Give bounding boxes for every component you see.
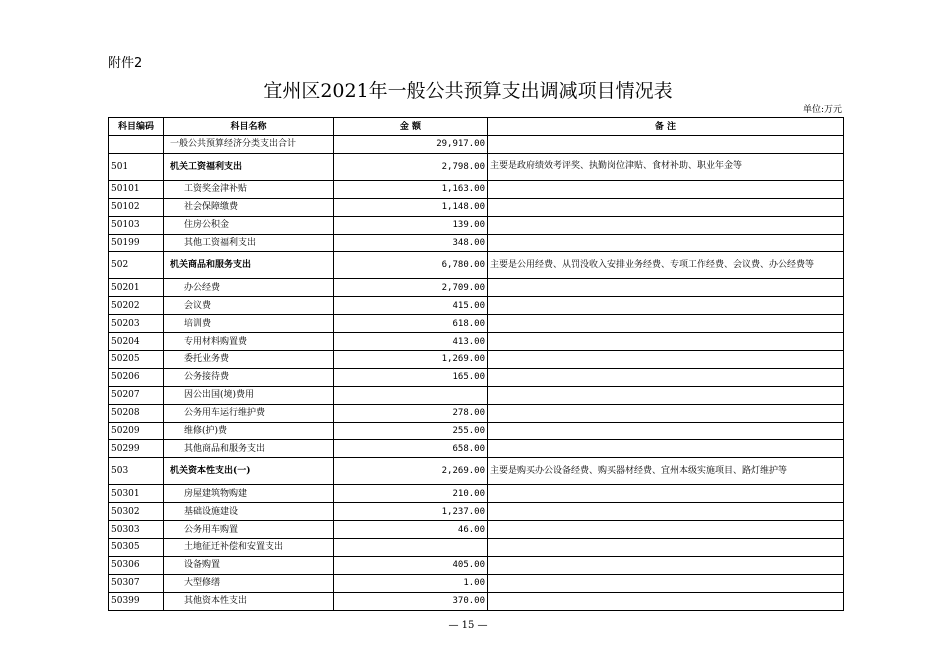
cell-name: 社会保障缴费 xyxy=(164,198,334,216)
table-row xyxy=(109,153,844,180)
cell-amount: 29,917.00 xyxy=(334,136,488,154)
table-header-row xyxy=(109,118,844,136)
cell-name: 会议费 xyxy=(164,297,334,315)
cell-code: 50305 xyxy=(109,539,164,557)
cell-amount: 658.00 xyxy=(334,440,488,458)
cell-name: 培训费 xyxy=(164,315,334,333)
table-row xyxy=(109,440,844,458)
unit-label: 单位:万元 xyxy=(802,105,842,115)
cell-name: 专用材料购置费 xyxy=(164,333,334,351)
cell-amount: 370.00 xyxy=(334,592,488,610)
cell-note xyxy=(488,485,844,503)
cell-code: 50103 xyxy=(109,216,164,234)
cell-name: 大型修缮 xyxy=(164,574,334,592)
table-body xyxy=(109,136,844,611)
table-row xyxy=(109,485,844,503)
cell-amount: 139.00 xyxy=(334,216,488,234)
cell-code: 50302 xyxy=(109,503,164,521)
cell-note xyxy=(488,386,844,404)
cell-amount: 1,148.00 xyxy=(334,198,488,216)
cell-note: 主要是政府绩效考评奖、执勤岗位津贴、食材补助、职业年金等 xyxy=(488,153,844,180)
cell-note xyxy=(488,440,844,458)
cell-amount xyxy=(334,386,488,404)
page-title: 宜州区2021年一般公共预算支出调减项目情况表 xyxy=(263,80,673,102)
table-row xyxy=(109,297,844,315)
table-row xyxy=(109,539,844,557)
table-row xyxy=(109,180,844,198)
cell-name: 公务用车运行维护费 xyxy=(164,404,334,422)
cell-code: 50299 xyxy=(109,440,164,458)
attachment-label: 附件2 xyxy=(108,56,143,71)
cell-amount: 278.00 xyxy=(334,404,488,422)
table-row xyxy=(109,574,844,592)
table-row xyxy=(109,136,844,154)
cell-code: 50209 xyxy=(109,422,164,440)
table-row xyxy=(109,216,844,234)
header-amount: 金 额 xyxy=(334,118,488,136)
budget-table xyxy=(108,117,844,611)
cell-amount: 618.00 xyxy=(334,315,488,333)
cell-name: 房屋建筑物购建 xyxy=(164,485,334,503)
cell-code: 50205 xyxy=(109,351,164,369)
cell-amount: 1,237.00 xyxy=(334,503,488,521)
table-row xyxy=(109,556,844,574)
cell-code: 50306 xyxy=(109,556,164,574)
table-row xyxy=(109,333,844,351)
header-code: 科目编码 xyxy=(109,118,164,136)
table-row xyxy=(109,198,844,216)
cell-code: 503 xyxy=(109,458,164,485)
cell-name: 委托业务费 xyxy=(164,351,334,369)
cell-code: 50201 xyxy=(109,279,164,297)
cell-note xyxy=(488,404,844,422)
header-note: 备 注 xyxy=(488,118,844,136)
cell-amount: 1.00 xyxy=(334,574,488,592)
cell-name: 住房公积金 xyxy=(164,216,334,234)
cell-note xyxy=(488,234,844,252)
table-row xyxy=(109,592,844,610)
cell-note xyxy=(488,333,844,351)
table-row xyxy=(109,404,844,422)
cell-note xyxy=(488,574,844,592)
cell-note xyxy=(488,315,844,333)
cell-note: 主要是公用经费、从罚没收入安排业务经费、专项工作经费、会议费、办公经费等 xyxy=(488,252,844,279)
cell-code: 50102 xyxy=(109,198,164,216)
cell-amount: 2,269.00 xyxy=(334,458,488,485)
cell-code: 50204 xyxy=(109,333,164,351)
cell-note: 主要是购买办公设备经费、购买器材经费、宜州本级实施项目、路灯维护等 xyxy=(488,458,844,485)
cell-note xyxy=(488,279,844,297)
cell-amount: 415.00 xyxy=(334,297,488,315)
table-row xyxy=(109,458,844,485)
cell-code xyxy=(109,136,164,154)
cell-name: 基础设施建设 xyxy=(164,503,334,521)
cell-name: 其他工资福利支出 xyxy=(164,234,334,252)
cell-amount: 255.00 xyxy=(334,422,488,440)
table-row xyxy=(109,521,844,539)
table-row xyxy=(109,315,844,333)
cell-amount: 2,709.00 xyxy=(334,279,488,297)
cell-code: 50202 xyxy=(109,297,164,315)
cell-note xyxy=(488,180,844,198)
cell-amount xyxy=(334,539,488,557)
cell-note xyxy=(488,503,844,521)
cell-code: 50301 xyxy=(109,485,164,503)
cell-name: 办公经费 xyxy=(164,279,334,297)
cell-name: 机关资本性支出(一) xyxy=(164,458,334,485)
cell-name: 设备购置 xyxy=(164,556,334,574)
cell-name: 公务接待费 xyxy=(164,368,334,386)
cell-note xyxy=(488,422,844,440)
table-row xyxy=(109,503,844,521)
cell-amount: 165.00 xyxy=(334,368,488,386)
cell-note xyxy=(488,556,844,574)
cell-code: 50399 xyxy=(109,592,164,610)
cell-note xyxy=(488,368,844,386)
cell-note xyxy=(488,198,844,216)
cell-code: 50307 xyxy=(109,574,164,592)
cell-note xyxy=(488,351,844,369)
cell-name: 因公出国(境)费用 xyxy=(164,386,334,404)
cell-name: 土地征迁补偿和安置支出 xyxy=(164,539,334,557)
cell-note xyxy=(488,539,844,557)
cell-name: 公务用车购置 xyxy=(164,521,334,539)
table-row xyxy=(109,279,844,297)
cell-amount: 6,780.00 xyxy=(334,252,488,279)
cell-note xyxy=(488,136,844,154)
cell-name: 维修(护)费 xyxy=(164,422,334,440)
table-row xyxy=(109,351,844,369)
cell-note xyxy=(488,216,844,234)
cell-code: 50206 xyxy=(109,368,164,386)
cell-note xyxy=(488,521,844,539)
cell-amount: 348.00 xyxy=(334,234,488,252)
cell-code: 502 xyxy=(109,252,164,279)
table-row xyxy=(109,252,844,279)
cell-code: 50208 xyxy=(109,404,164,422)
cell-code: 501 xyxy=(109,153,164,180)
cell-name: 机关工资福利支出 xyxy=(164,153,334,180)
cell-amount: 405.00 xyxy=(334,556,488,574)
cell-code: 50207 xyxy=(109,386,164,404)
cell-name: 机关商品和服务支出 xyxy=(164,252,334,279)
cell-name: 一般公共预算经济分类支出合计 xyxy=(164,136,334,154)
cell-amount: 2,798.00 xyxy=(334,153,488,180)
cell-amount: 210.00 xyxy=(334,485,488,503)
cell-code: 50101 xyxy=(109,180,164,198)
cell-amount: 1,269.00 xyxy=(334,351,488,369)
cell-name: 工资奖金津补贴 xyxy=(164,180,334,198)
cell-code: 50199 xyxy=(109,234,164,252)
header-name: 科目名称 xyxy=(164,118,334,136)
cell-note xyxy=(488,592,844,610)
cell-amount: 46.00 xyxy=(334,521,488,539)
table-row xyxy=(109,422,844,440)
table-row xyxy=(109,234,844,252)
page-number: — 15 — xyxy=(448,620,488,631)
table-row xyxy=(109,386,844,404)
cell-code: 50203 xyxy=(109,315,164,333)
cell-note xyxy=(488,297,844,315)
cell-name: 其他资本性支出 xyxy=(164,592,334,610)
cell-code: 50303 xyxy=(109,521,164,539)
cell-name: 其他商品和服务支出 xyxy=(164,440,334,458)
table-row xyxy=(109,368,844,386)
cell-amount: 1,163.00 xyxy=(334,180,488,198)
cell-amount: 413.00 xyxy=(334,333,488,351)
